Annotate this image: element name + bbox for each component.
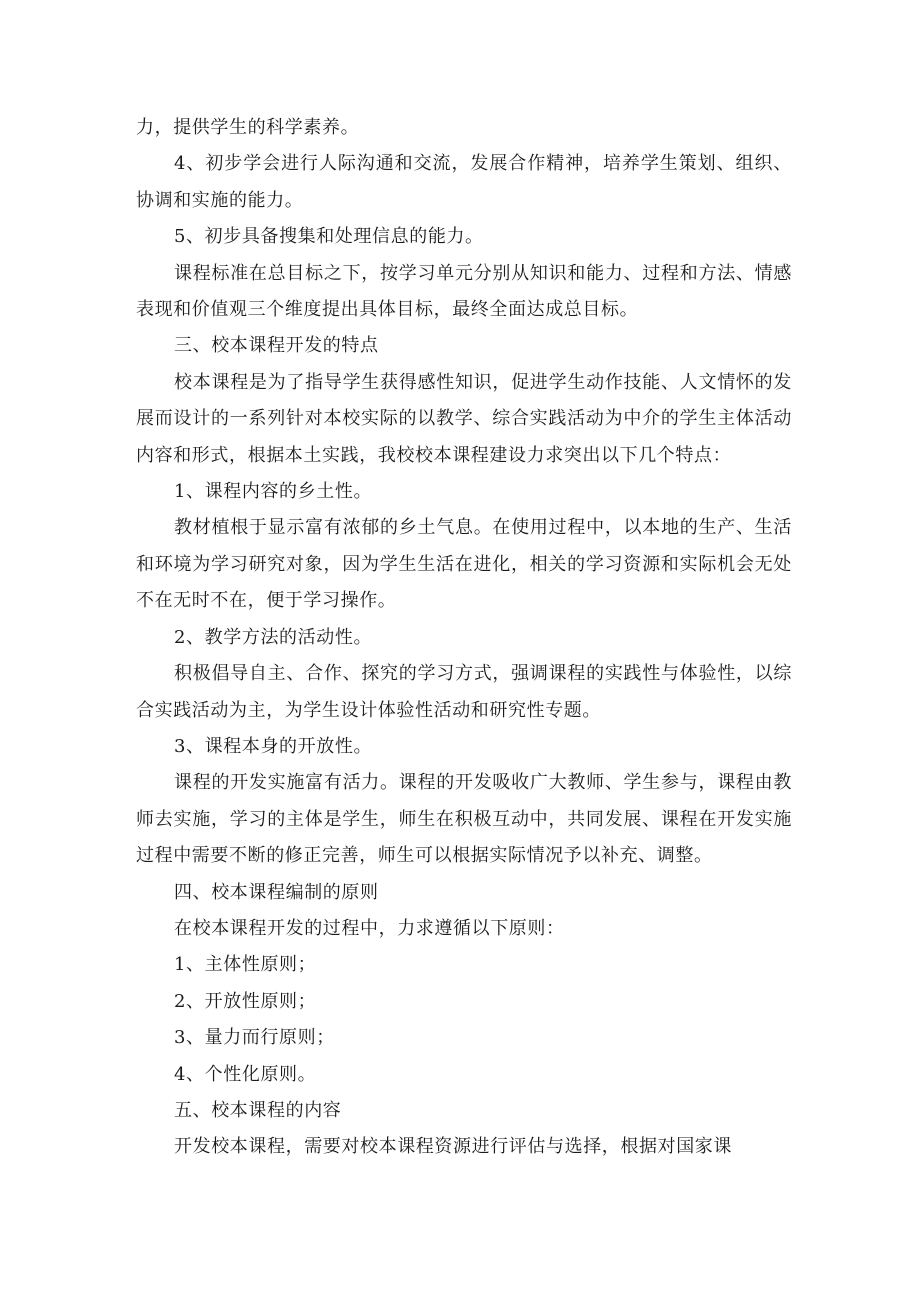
list-item-2: 2、教学方法的活动性。 (174, 626, 373, 648)
principle-item-2: 2、开放性原则； (174, 990, 317, 1012)
paragraph-2: 4、初步学会进行人际沟通和交流，发展合作精神，培养学生策划、组织、协调和实施的能力。 (136, 153, 792, 211)
paragraph-3: 5、初步具备搜集和处理信息的能力。 (174, 226, 484, 248)
paragraph-10: 积极倡导自主、合作、探究的学习方式，强调课程的实践性与体验性，以综合实践活动为主，为学生设计体验性活动和研究性专题。 (136, 663, 792, 721)
list-item-3: 3、课程本身的开放性。 (174, 735, 373, 757)
section-heading-3: 三、校本课程开发的特点 (174, 335, 379, 357)
document-body (136, 110, 792, 1166)
principle-item-3: 3、量力而行原则； (174, 1027, 335, 1049)
paragraph-12: 课程的开发实施富有活力。课程的开发吸收广大教师、学生参与，课程由教师去实施，学习的主体是学生，师生在积极互动中，共同发展、课程在开发实施过程中需要不断的修正完善，师生可以根据实际情况予以补充、调整。 (136, 772, 792, 867)
principle-item-4: 4、个性化原则。 (174, 1063, 317, 1085)
paragraph-6: 校本课程是为了指导学生获得感性知识，促进学生动作技能、人文情怀的发展而设计的一系列针对本校实际的以教学、综合实践活动为中介的学生主体活动内容和形式，根据本土实践，我校校本课程建设力求突出以下几个特点： (136, 371, 792, 466)
principle-item-1: 1、主体性原则； (174, 954, 317, 976)
paragraph-1: 力，提供学生的科学素养。 (136, 117, 360, 138)
list-item-1: 1、课程内容的乡土性。 (174, 481, 373, 503)
paragraph-20: 开发校本课程，需要对校本课程资源进行评估与选择，根据对国家课 (174, 1136, 732, 1158)
paragraph-4: 课程标准在总目标之下，按学习单元分别从知识和能力、过程和方法、情感表现和价值观三个维度提出具体目标，最终全面达成总目标。 (136, 262, 792, 321)
section-heading-5: 五、校本课程的内容 (174, 1099, 342, 1121)
paragraph-8: 教材植根于显示富有浓郁的乡土气息。在使用过程中，以本地的生产、生活和环境为学习研究对象，因为学生生活在进化，相关的学习资源和实际机会无处不在无时不在，便于学习操作。 (136, 517, 792, 612)
section-heading-4: 四、校本课程编制的原则 (174, 881, 379, 903)
paragraph-14: 在校本课程开发的过程中，力求遵循以下原则： (174, 917, 565, 939)
